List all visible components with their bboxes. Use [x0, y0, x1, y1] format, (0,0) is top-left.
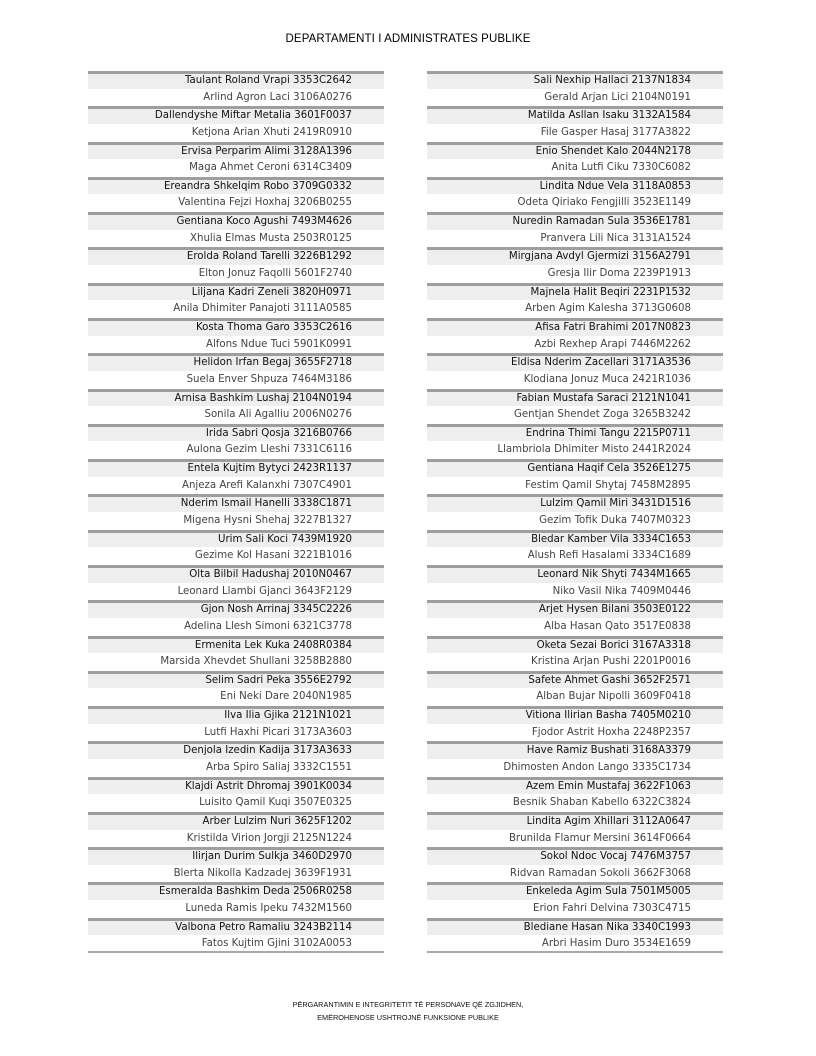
- left-name-list: [88, 71, 384, 953]
- list-item: Olta Bilbil Hadushaj 2010N0467: [88, 565, 384, 583]
- list-item: Lindita Ndue Vela 3118A0853: [427, 177, 723, 195]
- list-item: Valentina Fejzi Hoxhaj 3206B0255: [88, 194, 384, 212]
- list-item: Arbri Hasim Duro 3534E1659: [427, 935, 723, 953]
- list-item: Arnisa Bashkim Lushaj 2104N0194: [88, 389, 384, 407]
- list-item: Enio Shendet Kalo 2044N2178: [427, 142, 723, 160]
- list-item: Migena Hysni Shehaj 3227B1327: [88, 512, 384, 530]
- list-item: Gjon Nosh Arrinaj 3345C2226: [88, 600, 384, 618]
- list-item: Afisa Fatri Brahimi 2017N0823: [427, 318, 723, 336]
- list-item: Besnik Shaban Kabello 6322C3824: [427, 794, 723, 812]
- list-item: Arjet Hysen Bilani 3503E0122: [427, 600, 723, 618]
- page-title: DEPARTAMENTI I ADMINISTRATES PUBLIKE: [285, 33, 531, 45]
- list-item: Ereandra Shkelqim Robo 3709G0332: [88, 177, 384, 195]
- list-item: Selim Sadri Peka 3556E2792: [88, 671, 384, 689]
- list-item: Have Ramiz Bushati 3168A3379: [427, 741, 723, 759]
- list-item: Adelina Llesh Simoni 6321C3778: [88, 618, 384, 636]
- list-item: Ketjona Arian Xhuti 2419R0910: [88, 124, 384, 142]
- list-item: Alban Bujar Nipolli 3609F0418: [427, 688, 723, 706]
- list-item: Marsida Xhevdet Shullani 3258B2880: [88, 653, 384, 671]
- list-item: Valbona Petro Ramaliu 3243B2114: [88, 918, 384, 936]
- list-item: Klodiana Jonuz Muca 2421R1036: [427, 371, 723, 389]
- list-item: Lindita Agim Xhillari 3112A0647: [427, 812, 723, 830]
- list-item: Eni Neki Dare 2040N1985: [88, 688, 384, 706]
- list-item: Liljana Kadri Zeneli 3820H0971: [88, 283, 384, 301]
- list-item: Odeta Qiriako Fengjilli 3523E1149: [427, 194, 723, 212]
- list-item: Fjodor Astrit Hoxha 2248P2357: [427, 724, 723, 742]
- list-item: Helidon Irfan Begaj 3655F2718: [88, 353, 384, 371]
- list-item: Urim Sali Koci 7439M1920: [88, 530, 384, 548]
- list-item: Anjeza Arefi Kalanxhi 7307C4901: [88, 477, 384, 495]
- list-item: Safete Ahmet Gashi 3652F2571: [427, 671, 723, 689]
- list-item: Leonard Llambi Gjanci 3643F2129: [88, 583, 384, 601]
- list-item: Fabian Mustafa Saraci 2121N1041: [427, 389, 723, 407]
- list-item: Nuredin Ramadan Sula 3536E1781: [427, 212, 723, 230]
- list-item: Gentiana Haqif Cela 3526E1275: [427, 459, 723, 477]
- list-item: Alush Refi Hasalami 3334C1689: [427, 547, 723, 565]
- list-item: Aulona Gezim Lleshi 7331C6116: [88, 441, 384, 459]
- list-item: Luisito Qamil Kuqi 3507E0325: [88, 794, 384, 812]
- list-item: Gentiana Koco Agushi 7493M4626: [88, 212, 384, 230]
- list-item: Majnela Halit Beqiri 2231P1532: [427, 283, 723, 301]
- list-item: Sali Nexhip Hallaci 2137N1834: [427, 71, 723, 89]
- list-item: Sokol Ndoc Vocaj 7476M3757: [427, 847, 723, 865]
- list-item: Denjola Izedin Kadija 3173A3633: [88, 741, 384, 759]
- list-item: Xhulia Elmas Musta 2503R0125: [88, 230, 384, 248]
- list-item: Llambriola Dhimiter Misto 2441R2024: [427, 441, 723, 459]
- list-item: Ridvan Ramadan Sokoli 3662F3068: [427, 865, 723, 883]
- list-item: Gerald Arjan Lici 2104N0191: [427, 89, 723, 107]
- list-item: Endrina Thimi Tangu 2215P0711: [427, 424, 723, 442]
- list-item: Lulzim Qamil Miri 3431D1516: [427, 494, 723, 512]
- list-item: Matilda Asllan Isaku 3132A1584: [427, 106, 723, 124]
- list-item: Gezime Kol Hasani 3221B1016: [88, 547, 384, 565]
- list-item: Ervisa Perparim Alimi 3128A1396: [88, 142, 384, 160]
- list-item: Esmeralda Bashkim Deda 2506R0258: [88, 882, 384, 900]
- list-item: Luneda Ramis Ipeku 7432M1560: [88, 900, 384, 918]
- list-item: Bledar Kamber Vila 3334C1653: [427, 530, 723, 548]
- list-item: Gentjan Shendet Zoga 3265B3242: [427, 406, 723, 424]
- list-item: Klajdi Astrit Dhromaj 3901K0034: [88, 777, 384, 795]
- list-item: Enkeleda Agim Sula 7501M5005: [427, 882, 723, 900]
- list-item: Brunilda Flamur Mersini 3614F0664: [427, 830, 723, 848]
- list-item: Arba Spiro Saliaj 3332C1551: [88, 759, 384, 777]
- page-footer: [0, 998, 816, 1024]
- list-item: Suela Enver Shpuza 7464M3186: [88, 371, 384, 389]
- list-item: Maga Ahmet Ceroni 6314C3409: [88, 159, 384, 177]
- list-item: Erion Fahri Delvina 7303C4715: [427, 900, 723, 918]
- list-item: Fatos Kujtim Gjini 3102A0053: [88, 935, 384, 953]
- list-item: Vitiona Ilirian Basha 7405M0210: [427, 706, 723, 724]
- list-item: Irida Sabri Qosja 3216B0766: [88, 424, 384, 442]
- list-item: Arlind Agron Laci 3106A0276: [88, 89, 384, 107]
- list-item: Entela Kujtim Bytyci 2423R1137: [88, 459, 384, 477]
- list-item: Lutfi Haxhi Picari 3173A3603: [88, 724, 384, 742]
- list-item: Oketa Sezai Borici 3167A3318: [427, 636, 723, 654]
- list-item: Azbi Rexhep Arapi 7446M2262: [427, 336, 723, 354]
- list-item: Kosta Thoma Garo 3353C2616: [88, 318, 384, 336]
- list-item: Arber Lulzim Nuri 3625F1202: [88, 812, 384, 830]
- list-item: Gresja Ilir Doma 2239P1913: [427, 265, 723, 283]
- right-name-list: [427, 71, 723, 953]
- list-item: Kristilda Virion Jorgji 2125N1224: [88, 830, 384, 848]
- list-item: Azem Emin Mustafaj 3622F1063: [427, 777, 723, 795]
- list-item: Eldisa Nderim Zacellari 3171A3536: [427, 353, 723, 371]
- list-item: Anila Dhimiter Panajoti 3111A0585: [88, 300, 384, 318]
- list-item: Arben Agim Kalesha 3713G0608: [427, 300, 723, 318]
- list-item: Kristina Arjan Pushi 2201P0016: [427, 653, 723, 671]
- list-item: Blediane Hasan Nika 3340C1993: [427, 918, 723, 936]
- list-item: Taulant Roland Vrapi 3353C2642: [88, 71, 384, 89]
- list-item: Dhimosten Andon Lango 3335C1734: [427, 759, 723, 777]
- list-item: Niko Vasil Nika 7409M0446: [427, 583, 723, 601]
- list-item: Pranvera Lili Nica 3131A1524: [427, 230, 723, 248]
- list-item: Ilirjan Durim Sulkja 3460D2970: [88, 847, 384, 865]
- footer-line-2: EMËROHENOSE USHTROJNË FUNKSIONE PUBLIKE: [317, 1013, 499, 1022]
- list-item: Elton Jonuz Faqolli 5601F2740: [88, 265, 384, 283]
- footer-line-1: PËRGARANTIMIN E INTEGRITETIT TË PERSONAVE QË ZGJIDHEN,: [292, 1000, 524, 1009]
- list-item: Erolda Roland Tarelli 3226B1292: [88, 247, 384, 265]
- list-item: Alfons Ndue Tuci 5901K0991: [88, 336, 384, 354]
- list-item: Festim Qamil Shytaj 7458M2895: [427, 477, 723, 495]
- list-item: Alba Hasan Qato 3517E0838: [427, 618, 723, 636]
- list-item: Blerta Nikolla Kadzadej 3639F1931: [88, 865, 384, 883]
- list-item: Leonard Nik Shyti 7434M1665: [427, 565, 723, 583]
- list-item: Ilva Ilia Gjika 2121N1021: [88, 706, 384, 724]
- list-item: Ermenita Lek Kuka 2408R0384: [88, 636, 384, 654]
- list-item: Mirgjana Avdyl Gjermizi 3156A2791: [427, 247, 723, 265]
- list-item: File Gasper Hasaj 3177A3822: [427, 124, 723, 142]
- list-item: Nderim Ismail Hanelli 3338C1871: [88, 494, 384, 512]
- list-item: Anita Lutfi Ciku 7330C6082: [427, 159, 723, 177]
- list-item: Sonila Ali Agalliu 2006N0276: [88, 406, 384, 424]
- list-item: Dallendyshe Miftar Metalia 3601F0037: [88, 106, 384, 124]
- list-item: Gezim Tofik Duka 7407M0323: [427, 512, 723, 530]
